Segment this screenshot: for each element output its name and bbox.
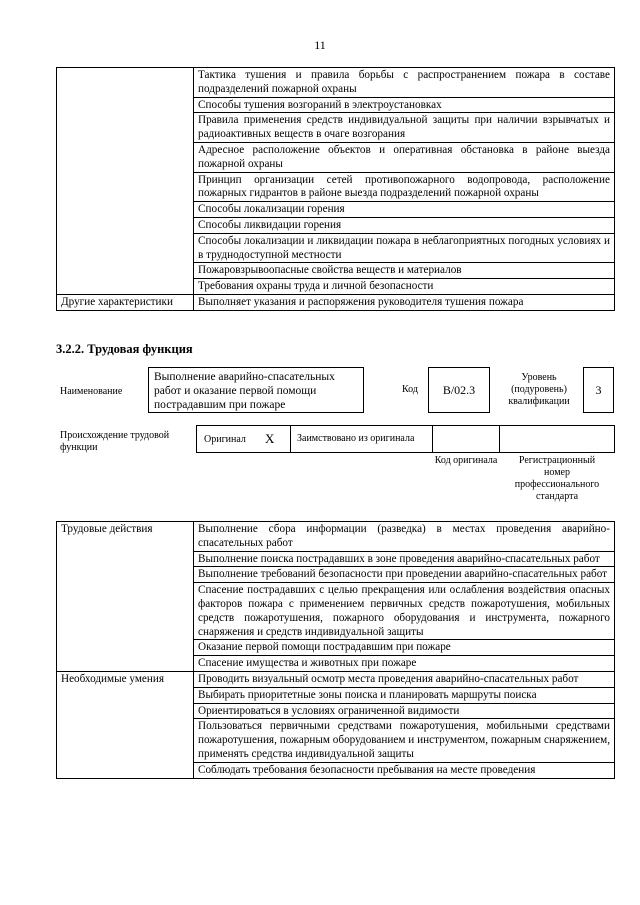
code-value: B/02.3 [442,383,476,397]
row-text: Правила применения средств индивидуальной защиты при наличии взрывчатых и радиоактивных веществ в очаге возгорания [194,113,615,143]
section-title: 3.2.2. Трудовая функция [56,342,193,356]
row-text: Адресное расположение объектов и оперативная обстановка в районе выезда пожарной охраны [194,142,615,172]
code-box [428,367,490,413]
origin-code-box [432,425,500,453]
function-name: Выполнение аварийно-спасательных работ и оказание первой помощи пострадавшим при пожаре [154,371,335,411]
row-text: Ориентироваться в условиях ограниченной видимости [194,703,615,719]
original-mark: X [265,431,275,446]
row-label-cell [57,68,194,295]
table-row [57,671,615,687]
row-text: Выбирать приоритетные зоны поиска и планировать маршруты поиска [194,687,615,703]
row-text: Выполнение сбора информации (разведка) в местах проведения аварийно-спасательных работ [194,522,615,552]
level-box [583,367,614,413]
row-text: Способы ликвидации горения [194,217,615,233]
row-label: Необходимые умения [57,671,194,778]
row-text: Спасение пострадавших с целью прекращения или ослабления воздействия опасных факторов пожара с применением первичных средств пожаротушения, мобильных средств пожаротушения, пожарного оборудования и инструмента, пожарного снаряжения и средств индивидуальной защиты [194,583,615,640]
borrowed-box [290,425,433,453]
labor-actions-table [56,521,615,779]
name-label: Наименование [60,386,123,397]
table-row [57,68,615,98]
function-name-box [148,367,364,413]
row-text: Проводить визуальный осмотр места проведения аварийно-спасательных работ [194,671,615,687]
borrowed-label: Заимствовано из оригинала [297,433,415,444]
row-text: Спасение имущества и животных при пожаре [194,656,615,672]
original-box [196,425,291,453]
knowledge-table [56,67,615,311]
row-text: Пожаровзрывоопасные свойства веществ и материалов [194,263,615,279]
row-text: Соблюдать требования безопасности пребывания на месте проведения [194,762,615,778]
level-value: 3 [595,383,602,397]
row-text: Оказание первой помощи пострадавшим при пожаре [194,640,615,656]
table-row [57,522,615,552]
original-label: Оригинал [204,434,246,445]
row-text: Способы локализации горения [194,202,615,218]
row-text: Выполняет указания и распоряжения руководителя тушения пожара [194,294,615,310]
row-text: Способы тушения возгораний в электроустановках [194,97,615,113]
origin-label: Происхождение трудовой функции [60,430,170,453]
row-text: Способы локализации и ликвидации пожара в неблагоприятных погодных условиях и в труднодоступной местности [194,233,615,263]
row-text: Выполнение поиска пострадавших в зоне проведения аварийно-спасательных работ [194,551,615,567]
row-text: Пользоваться первичными средствами пожаротушения, мобильными средствами пожаротушения, пожарным оборудованием и инструментом, пожарным снаряжением, применять средства индивидуальной защиты [194,719,615,762]
row-text: Принцип организации сетей противопожарного водопровода, расположение пожарных гидрантов в районе выезда подразделений пожарной охраны [194,172,615,202]
reg-number-box [499,425,615,453]
row-label: Другие характеристики [57,294,194,310]
reg-number-caption: Регистрационный номер профессионального стандарта [514,455,600,502]
code-label: Код [402,384,418,395]
table-row [57,294,615,310]
row-text: Выполнение требований безопасности при проведении аварийно-спасательных работ [194,567,615,583]
page-number: 11 [314,38,326,52]
level-label: Уровень (подуровень) квалификации [508,372,570,407]
row-label: Трудовые действия [57,522,194,672]
origin-code-caption: Код оригинала [434,455,498,466]
row-text: Требования охраны труда и личной безопасности [194,279,615,295]
row-text: Тактика тушения и правила борьбы с распространением пожара в составе подразделений пожарной охраны [194,68,615,98]
